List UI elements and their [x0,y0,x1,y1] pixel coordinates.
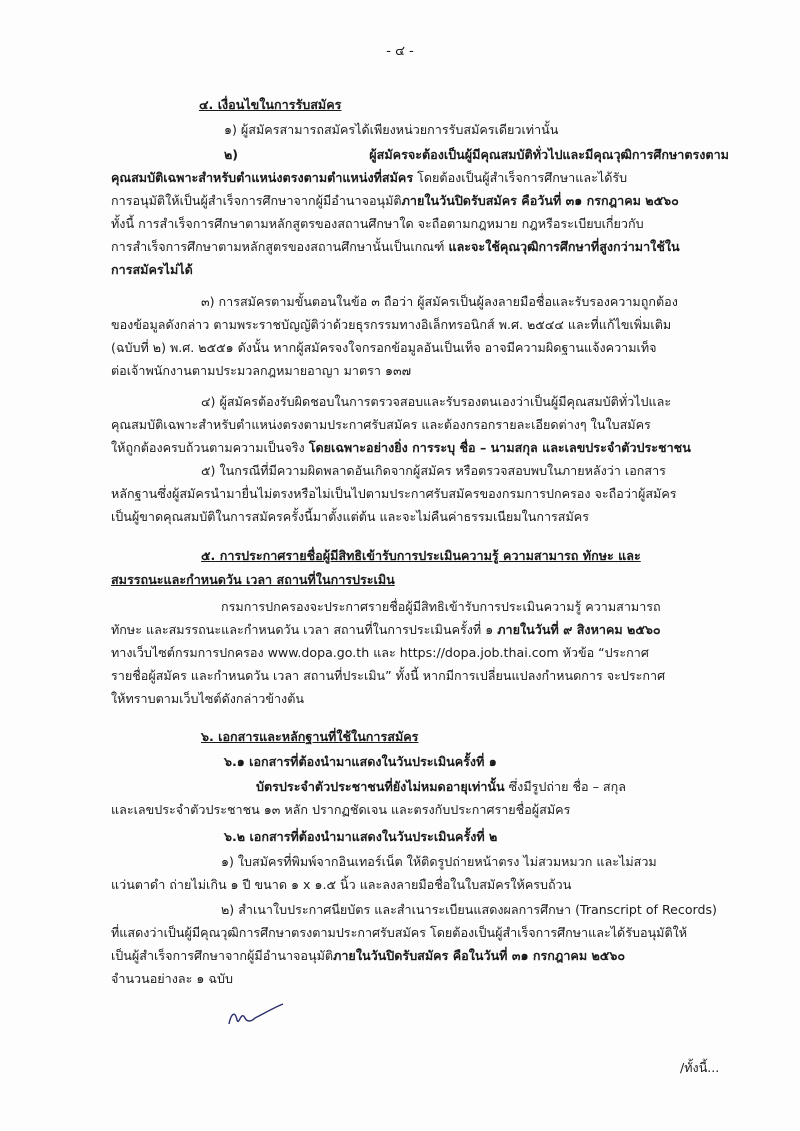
section-4-item-3-line-2: ของข้อมูลดังกล่าว ตามพระราชบัญญัติว่าด้วยธุรกรรมทางอิเล็กทรอนิกส์ พ.ศ. ๒๕๔๔ และที่แก้ไขเพิ่มเติม [111,317,672,332]
section-6-2-item-2-line-4: จำนวนอย่างละ ๑ ฉบับ [111,971,233,986]
section-4-heading: ๔. เงื่อนไขในการรับสมัคร [199,97,342,112]
section-4-item-1: ๑) ผู้สมัครสามารถสมัครได้เพียงหน่วยการรับสมัครเดียวเท่านั้น [224,122,559,137]
section-5-para-line-1: กรมการปกครองจะประกาศรายชื่อผู้มีสิทธิเข้ารับการประเมินความรู้ ความสามารถ [221,599,661,614]
section-6-2-heading: ๖.๒ เอกสารที่ต้องนำมาแสดงในวันประเมินครั้งที่ ๒ [224,829,498,844]
section-6-1-line-2: และเลขประจำตัวประชาชน ๑๓ หลัก ปรากฏชัดเจน และตรงกับประกาศรายชื่อผู้สมัคร [111,802,571,817]
section-4-item-2-line-5: การสำเร็จการศึกษาตามหลักสูตรของสถานศึกษานั้นเป็นเกณฑ์ และจะใช้คุณวุฒิการศึกษาที่สูงกว่ามาใช้ใน [111,239,680,254]
section-4-item-5-line-3: เป็นผู้ขาดคุณสมบัติในการสมัครครั้งนี้มาตั้งแต่ต้น และจะไม่คืนค่าธรรมเนียมในการสมัคร [111,509,589,524]
section-6-heading: ๖. เอกสารและหลักฐานที่ใช้ในการสมัคร [201,729,419,744]
section-4-item-2-line-6: การสมัครไม่ได้ [111,262,193,277]
section-6-2-item-2-line-2: ที่แสดงว่าเป็นผู้มีคุณวุฒิการศึกษาตรงตามประกาศรับสมัคร โดยต้องเป็นผู้สำเร็จการศึกษาและได้รับอนุมัติให้ [111,925,688,940]
page-number: - ๔ - [386,44,414,59]
section-6-2-item-2-line-3: เป็นผู้สำเร็จการศึกษาจากผู้มีอำนาจอนุมัติภายในวันปิดรับสมัคร คือในวันที่ ๓๑ กรกฎาคม ๒๕๖๐ [111,948,626,963]
section-4-item-3-line-1: ๓) การสมัครตามขั้นตอนในข้อ ๓ ถือว่า ผู้สมัครเป็นผู้ลงลายมือชื่อและรับรองความถูกต้อง [201,294,678,309]
section-5-para-line-2: ทักษะ และสมรรถนะและกำหนดวัน เวลา สถานที่ในการประเมินครั้งที่ ๑ ภายในวันที่ ๙ สิงหาคม ๒๕๖๐ [111,622,661,637]
section-6-2-item-2-line-1: ๒) สำเนาใบประกาศนียบัตร และสำเนาระเบียนแสดงผลการศึกษา (Transcript of Records) [221,902,717,917]
section-6-1-heading: ๖.๑ เอกสารที่ต้องนำมาแสดงในวันประเมินครั้งที่ ๑ [224,754,497,769]
section-4-item-3-line-4: ต่อเจ้าพนักงานตามประมวลกฎหมายอาญา มาตรา ๑๓๗ [111,363,412,378]
section-6-1-line-1: บัตรประจำตัวประชาชนที่ยังไม่หมดอายุเท่านั้น ซึ่งมีรูปถ่าย ชื่อ – สกุล [256,779,626,794]
section-4-item-4-line-1: ๔) ผู้สมัครต้องรับผิดชอบในการตรวจสอบและรับรองตนเองว่าเป็นผู้มีคุณสมบัติทั่วไปและ [201,394,672,409]
signature-initials [225,1000,285,1030]
section-4-item-5-line-2: หลักฐานซึ่งผู้สมัครนำมายื่นไม่ตรงหรือไม่เป็นไปตามประกาศรับสมัครของกรมการปกครอง จะถือว่าผู้สมัคร [111,486,677,501]
section-4-item-5-line-1: ๕) ในกรณีที่มีความผิดพลาดอันเกิดจากผู้สมัคร หรือตรวจสอบพบในภายหลังว่า เอกสาร [201,463,666,478]
section-5-para-line-3: ทางเว็บไซต์กรมการปกครอง www.dopa.go.th และ https://dopa.job.thai.com หัวข้อ “ประกาศ [111,645,649,660]
section-4-item-4-line-2: คุณสมบัติเฉพาะสำหรับตำแหน่งตรงตามประกาศรับสมัคร และต้องกรอกรายละเอียดต่างๆ ในใบสมัคร [111,417,651,432]
section-5-heading-line-2: สมรรถนะและกำหนดวัน เวลา สถานที่ในการประเมิน [111,572,395,587]
section-4-item-2-line-1: ๒) ผู้สมัครจะต้องเป็นผู้มีคุณสมบัติทั่วไปและมีคุณวุฒิการศึกษาตรงตาม [224,147,729,162]
section-4-item-2-line-3: การอนุมัติให้เป็นผู้สำเร็จการศึกษาจากผู้มีอำนาจอนุมัติภายในวันปิดรับสมัคร คือวันที่ ๓๑ กรกฎาคม ๒๕๖๐ [111,193,679,208]
section-5-para-line-5: ให้ทราบตามเว็บไซต์ดังกล่าวข้างต้น [111,691,304,706]
continuation-marker: /ทั้งนี้... [680,1060,720,1075]
section-4-item-2-line-2: คุณสมบัติเฉพาะสำหรับตำแหน่งตรงตามตำแหน่งที่สมัคร โดยต้องเป็นผู้สำเร็จการศึกษาและได้รับ [111,170,628,185]
section-6-2-item-1-line-2: แว่นตาดำ ถ่ายไม่เกิน ๑ ปี ขนาด ๑ x ๑.๕ นิ้ว และลงลายมือชื่อในใบสมัครให้ครบถ้วน [111,877,572,892]
section-5-heading-line-1: ๕. การประกาศรายชื่อผู้มีสิทธิเข้ารับการประเมินความรู้ ความสามารถ ทักษะ และ [201,548,641,563]
section-4-item-2-line-4: ทั้งนี้ การสำเร็จการศึกษาตามหลักสูตรของสถานศึกษาใด จะถือตามกฎหมาย กฎหรือระเบียบเกี่ยวกับ [111,216,644,231]
section-5-para-line-4: รายชื่อผู้สมัคร และกำหนดวัน เวลา สถานที่ประเมิน” ทั้งนี้ หากมีการเปลี่ยนแปลงกำหนดการ จะประกาศ [111,668,666,683]
section-6-2-item-1-line-1: ๑) ใบสมัครที่พิมพ์จากอินเทอร์เน็ต ให้ติดรูปถ่ายหน้าตรง ไม่สวมหมวก และไม่สวม [221,854,657,869]
section-4-item-3-line-3: (ฉบับที่ ๒) พ.ศ. ๒๕๕๑ ดังนั้น หากผู้สมัครจงใจกรอกข้อมูลอันเป็นเท็จ อาจมีความผิดฐานแจ้งความเท็จ [111,340,657,355]
section-4-item-4-line-3: ให้ถูกต้องครบถ้วนตามความเป็นจริง โดยเฉพาะอย่างยิ่ง การระบุ ชื่อ – นามสกุล และเลขประจำตัวประชาชน [111,440,691,455]
